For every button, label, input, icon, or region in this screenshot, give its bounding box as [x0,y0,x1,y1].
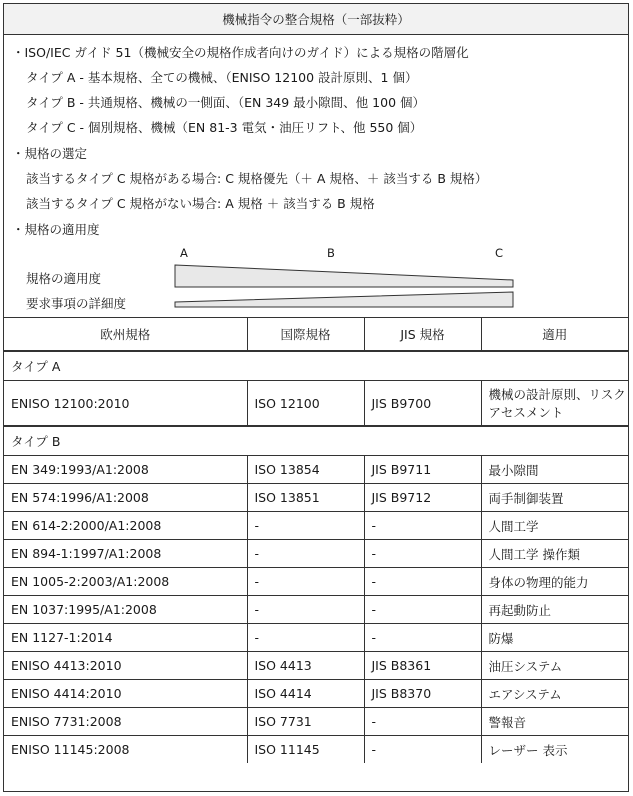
cell-eu: EN 1037:1995/A1:2008 [4,596,247,624]
cell-eu: ENISO 7731:2008 [4,708,247,736]
section-label-type-b: タイプ B [4,426,628,456]
cell-use: 警報音 [481,708,628,736]
detail-row-label: 要求事項の詳細度 [26,296,127,311]
applicability-wedge-diagram [173,263,515,309]
cell-jis: - [364,708,481,736]
cell-use: 人間工学 [481,512,628,540]
cell-jis: - [364,512,481,540]
cell-iso: ISO 13854 [247,456,364,484]
scale-label-c: C [495,246,504,260]
cell-jis: - [364,568,481,596]
intro-section [4,35,628,318]
applicability-bullet: ・規格の適用度 [12,222,100,237]
header-use: 適用 [481,318,628,351]
cell-jis: JIS B8361 [364,652,481,680]
table-row [4,512,628,540]
cell-jis: - [364,624,481,652]
selection-bullet: ・規格の選定 [12,146,88,161]
hierarchy-bullet: ・ISO/IEC ガイド 51（機械安全の規格作成者向けのガイド）による規格の階層化 [12,45,469,60]
table-body [4,351,628,763]
table-row [4,736,628,764]
table-row [4,624,628,652]
standards-document [3,3,629,792]
type-c-line: タイプ C - 個別規格、機械（EN 81-3 電気・油圧リフト、他 550 個） [26,120,423,135]
cell-eu: ENISO 12100:2010 [4,381,247,427]
table-row [4,540,628,568]
scale-label-b: B [327,246,335,260]
cell-eu: EN 1127-1:2014 [4,624,247,652]
table-row [4,381,628,427]
table-row [4,708,628,736]
cell-eu: EN 614-2:2000/A1:2008 [4,512,247,540]
cell-eu: ENISO 11145:2008 [4,736,247,764]
cell-iso: - [247,596,364,624]
cell-iso: - [247,512,364,540]
header-jis: JIS 規格 [364,318,481,351]
table-row [4,456,628,484]
cell-eu: ENISO 4414:2010 [4,680,247,708]
cell-use: レーザー 表示 [481,736,628,764]
cell-iso: ISO 13851 [247,484,364,512]
cell-eu: EN 894-1:1997/A1:2008 [4,540,247,568]
table-row [4,484,628,512]
cell-eu: ENISO 4413:2010 [4,652,247,680]
detail-wedge [175,292,513,307]
cell-use: 機械の設計原則、リスクアセスメント [481,381,628,427]
cell-eu: EN 349:1993/A1:2008 [4,456,247,484]
selection-with-c-line: 該当するタイプ C 規格がある場合: C 規格優先（＋ A 規格、＋ 該当する B 規格） [26,171,488,186]
table-header-row [4,318,628,351]
cell-iso: ISO 12100 [247,381,364,427]
applicability-row-label: 規格の適用度 [26,271,102,286]
applicability-wedge [175,265,513,287]
cell-jis: - [364,540,481,568]
scale-label-a: A [180,246,188,260]
cell-iso: - [247,540,364,568]
table-row [4,596,628,624]
cell-jis: JIS B9712 [364,484,481,512]
cell-iso: ISO 7731 [247,708,364,736]
cell-jis: JIS B9700 [364,381,481,427]
selection-without-c-line: 該当するタイプ C 規格がない場合: A 規格 ＋ 該当する B 規格 [26,196,375,211]
section-label-type-a: タイプ A [4,351,628,381]
cell-jis: JIS B9711 [364,456,481,484]
type-a-line: タイプ A - 基本規格、全ての機械、（ENISO 12100 設計原則、1 個） [26,70,418,85]
cell-use: 最小隙間 [481,456,628,484]
table-row [4,680,628,708]
cell-jis: - [364,596,481,624]
cell-jis: - [364,736,481,764]
cell-jis: JIS B8370 [364,680,481,708]
cell-iso: - [247,568,364,596]
cell-eu: EN 574:1996/A1:2008 [4,484,247,512]
standards-table [4,318,628,763]
cell-iso: - [247,624,364,652]
table-row [4,568,628,596]
cell-iso: ISO 11145 [247,736,364,764]
section-row [4,351,628,381]
header-iso: 国際規格 [247,318,364,351]
cell-use: 身体の物理的能力 [481,568,628,596]
cell-eu: EN 1005-2:2003/A1:2008 [4,568,247,596]
cell-use: 油圧システム [481,652,628,680]
cell-use: 再起動防止 [481,596,628,624]
table-row [4,652,628,680]
type-b-line: タイプ B - 共通規格、機械の一側面、（EN 349 最小隙間、他 100 個） [26,95,425,110]
cell-use: 両手制御装置 [481,484,628,512]
section-row [4,426,628,456]
document-title: 機械指令の整合規格（一部抜粋） [4,4,628,35]
cell-use: 防爆 [481,624,628,652]
cell-iso: ISO 4413 [247,652,364,680]
cell-use: エアシステム [481,680,628,708]
cell-use: 人間工学 操作類 [481,540,628,568]
cell-iso: ISO 4414 [247,680,364,708]
header-eu: 欧州規格 [4,318,247,351]
